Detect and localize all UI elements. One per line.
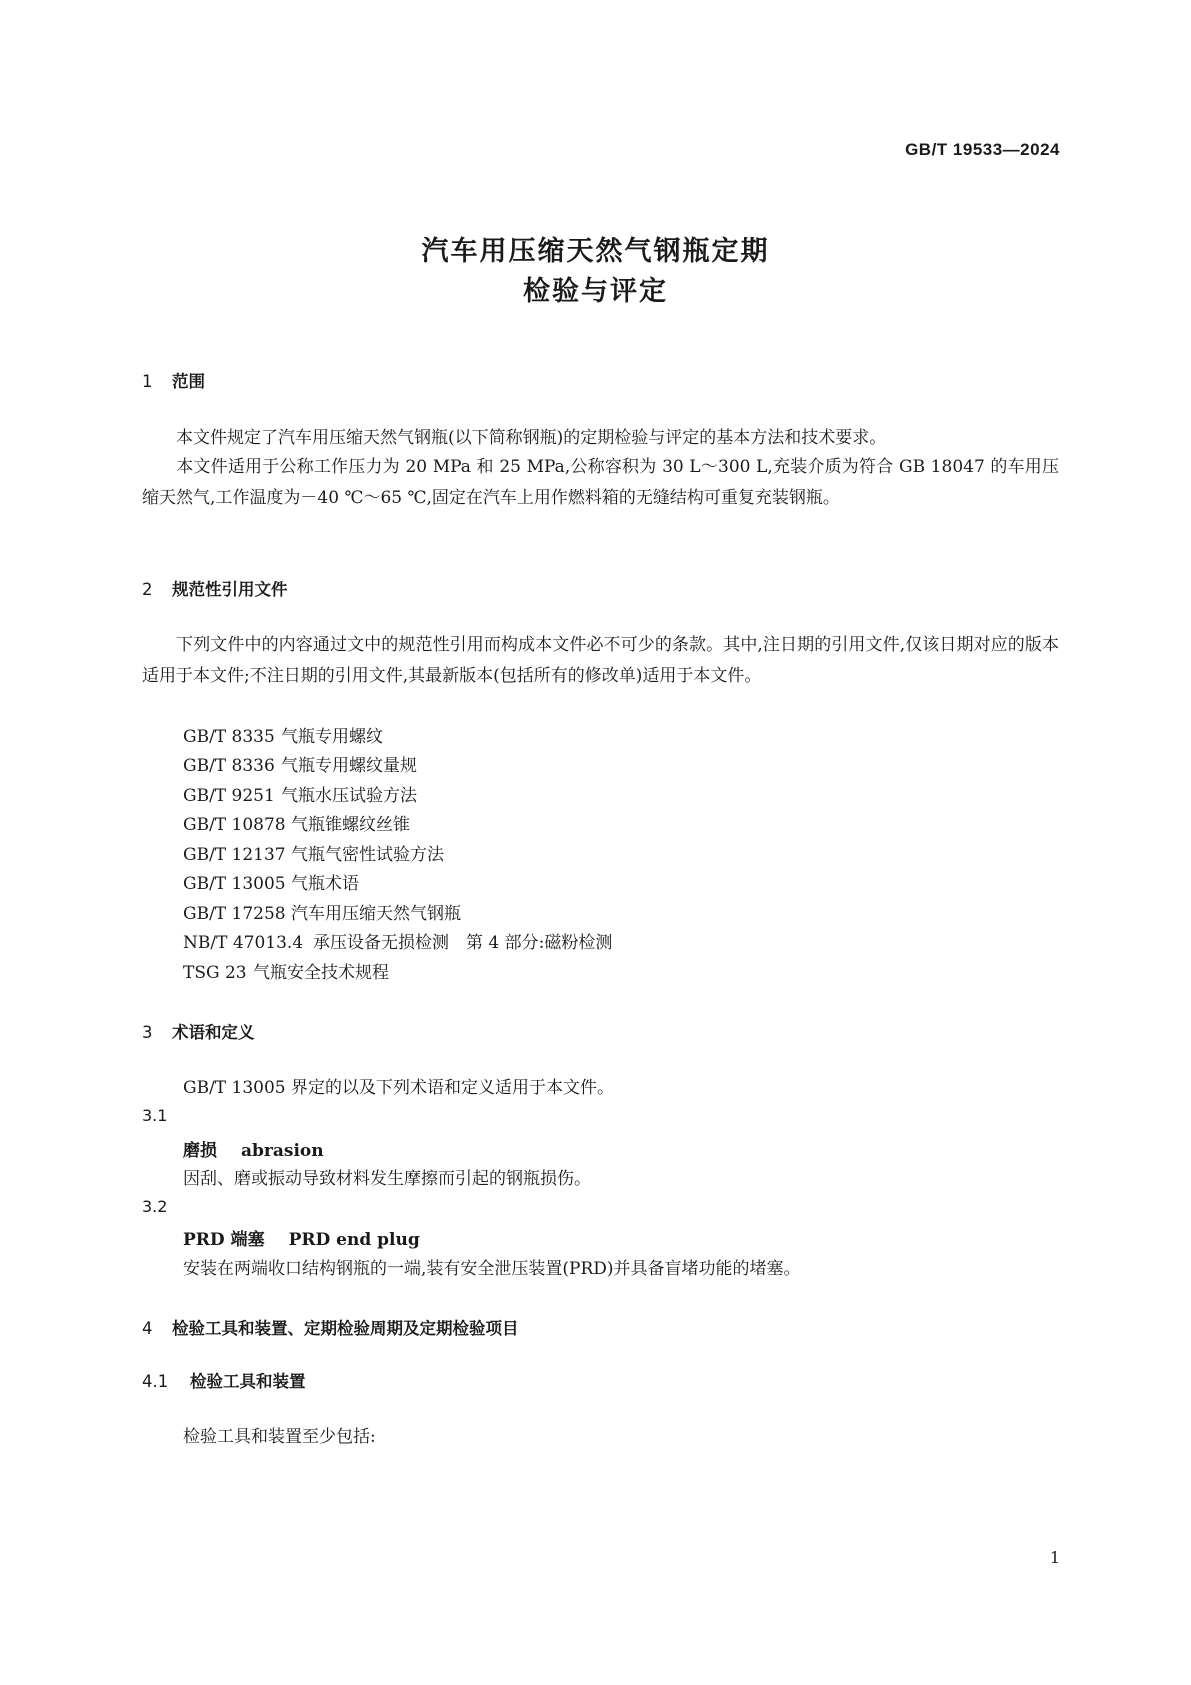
reference-title: 气瓶锥螺纹丝锥: [291, 815, 410, 835]
subsection-4-1-intro: 检验工具和装置至少包括:: [183, 1427, 376, 1447]
term-definition: 因刮、磨或振动导致材料发生摩擦而引起的钢瓶损伤。: [183, 1169, 591, 1189]
reference-code: GB/T 12137: [183, 845, 286, 865]
section-number: 3: [142, 1023, 153, 1042]
reference-item: [183, 722, 383, 747]
reference-code: GB/T 13005: [183, 874, 286, 894]
section-title: 规范性引用文件: [172, 580, 288, 599]
section-number: 4: [142, 1319, 153, 1338]
section-1-paragraph-1: [142, 423, 1059, 454]
term-number: 3.1: [142, 1106, 168, 1125]
section-3-heading: [142, 1019, 255, 1043]
section-number: 2: [142, 580, 153, 599]
section-2-intro: [142, 630, 1059, 692]
reference-item: [183, 751, 417, 776]
section-title: 术语和定义: [172, 1023, 255, 1042]
section-4-heading: [142, 1315, 519, 1339]
reference-code: GB/T 8336: [183, 756, 275, 776]
subsection-number: 4.1: [142, 1372, 169, 1391]
term-zh: PRD 端塞: [183, 1230, 265, 1250]
paragraph-text: 本文件适用于公称工作压力为 20 MPa 和 25 MPa,公称容积为 30 L～300 L,充装介质为符合 GB 18047 的车用压缩天然气,工作温度为－40 ℃～65 ℃,固定在汽车上用作燃料箱的无缝结构可重复充装钢瓶。: [142, 457, 1059, 508]
standard-code: GB/T 19533—2024: [905, 140, 1060, 159]
term-en: abrasion: [241, 1141, 324, 1161]
reference-item: [183, 928, 612, 953]
reference-item: [183, 899, 461, 924]
reference-item: [183, 810, 410, 835]
reference-item: [183, 781, 417, 806]
reference-code: TSG 23: [183, 963, 247, 983]
reference-item: [183, 840, 444, 865]
reference-code: GB/T 9251: [183, 786, 275, 806]
paragraph-text: 本文件规定了汽车用压缩天然气钢瓶(以下简称钢瓶)的定期检验与评定的基本方法和技术要求。: [176, 428, 887, 448]
section-2-heading: [142, 576, 288, 600]
term-en: PRD end plug: [288, 1230, 420, 1250]
section-3-intro: GB/T 13005 界定的以及下列术语和定义适用于本文件。: [183, 1078, 615, 1098]
reference-item: [183, 958, 389, 983]
reference-code: GB/T 8335: [183, 727, 275, 747]
page-number: 1: [1049, 1548, 1060, 1567]
section-title: 检验工具和装置、定期检验周期及定期检验项目: [172, 1319, 519, 1338]
section-number: 1: [142, 372, 153, 391]
section-1-heading: [142, 368, 205, 392]
reference-title: 气瓶水压试验方法: [281, 786, 417, 806]
term-name: [183, 1136, 324, 1161]
term-name: [183, 1225, 420, 1250]
section-1-paragraph-2: [142, 452, 1059, 514]
reference-title: 气瓶安全技术规程: [253, 963, 389, 983]
document-title-line1: 汽车用压缩天然气钢瓶定期: [421, 236, 770, 267]
reference-title: 气瓶专用螺纹量规: [281, 756, 417, 776]
document-title-line2: 检验与评定: [523, 276, 668, 307]
reference-title: 汽车用压缩天然气钢瓶: [291, 904, 461, 924]
reference-title: 承压设备无损检测 第 4 部分:磁粉检测: [313, 933, 613, 953]
subsection-4-1-heading: [142, 1368, 306, 1392]
reference-code: NB/T 47013.4: [183, 933, 304, 953]
reference-title: 气瓶术语: [291, 874, 359, 894]
reference-code: GB/T 10878: [183, 815, 286, 835]
subsection-title: 检验工具和装置: [190, 1372, 306, 1391]
reference-code: GB/T 17258: [183, 904, 286, 924]
term-zh: 磨损: [183, 1141, 217, 1161]
reference-title: 气瓶气密性试验方法: [291, 845, 444, 865]
reference-title: 气瓶专用螺纹: [281, 727, 383, 747]
reference-item: [183, 869, 359, 894]
paragraph-text: 下列文件中的内容通过文中的规范性引用而构成本文件必不可少的条款。其中,注日期的引用文件,仅该日期对应的版本适用于本文件;不注日期的引用文件,其最新版本(包括所有的修改单)适用于本文件。: [142, 635, 1059, 686]
section-title: 范围: [172, 372, 205, 391]
term-definition: 安装在两端收口结构钢瓶的一端,装有安全泄压装置(PRD)并具备盲堵功能的堵塞。: [183, 1259, 801, 1279]
term-number: 3.2: [142, 1197, 168, 1216]
